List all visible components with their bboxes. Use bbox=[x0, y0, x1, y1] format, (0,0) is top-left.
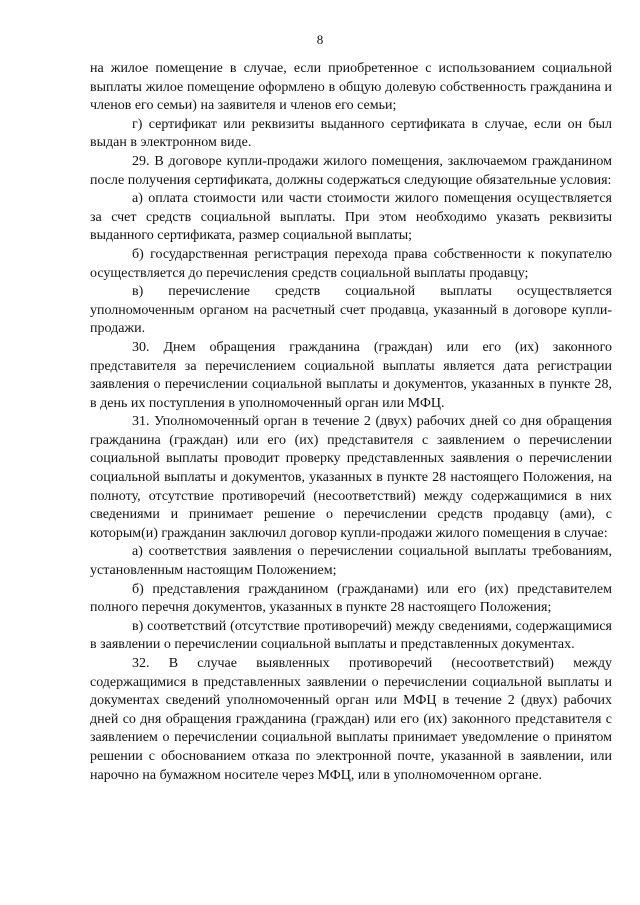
paragraph-item-g: г) сертификат или реквизиты выданного сертификата в случае, если он был выдан в электронном виде. bbox=[90, 116, 612, 151]
paragraph-32: 32. В случае выявленных противоречий (несоответствий) между содержащимися в представленных заявлении о перечислении социальной выплаты и документах сведений уполномоченный орган или МФЦ в течение 2 (двух) рабочих дней со дня обращения гражданина (граждан) или его (их) законного представителя с заявлением о перечислении социальной выплаты принимает уведомление о принятом решении с обоснованием отказа по электронной почте, указанной в заявлении, или нарочно на бумажном носителе через МФЦ, или в уполномоченном органе. bbox=[90, 656, 612, 783]
paragraph-29: 29. В договоре купли-продажи жилого помещения, заключаемом гражданином после получения сертификата, должны содержаться следующие обязательные условия: bbox=[90, 153, 612, 188]
paragraph-30: 30. Днем обращения гражданина (граждан) или его (их) законного представителя за перечислением социальной выплаты является дата регистрации заявления о перечислении социальной выплаты и документов, указанных в пункте 28, в день их поступления в уполномоченный орган или МФЦ. bbox=[90, 339, 612, 411]
paragraph-29-b: б) государственная регистрация перехода права собственности к покупателю осуществляется до перечисления средств социальной выплаты продавцу; bbox=[90, 246, 612, 281]
paragraph-31-v: в) соответствий (отсутствие противоречий) между сведениями, содержащимися в заявлении о перечислении социальной выплаты и представленных документах. bbox=[90, 618, 612, 653]
paragraph-31: 31. Уполномоченный орган в течение 2 (двух) рабочих дней со дня обращения гражданина (граждан) или его (их) представителя с заявлением о перечислении социальной выплаты проводит проверку представленных заявления о перечислении социальной выплаты и документов, указанных в пункте 28 настоящего Положения, на полноту, отсутствие противоречий (несоответствий) между содержащимися в них сведениями и принимает решение о перечислении средств продавцу (ами), с которым(и) гражданин заключил договор купли-продажи жилого помещения в случае: bbox=[90, 414, 612, 541]
paragraph-31-b: б) представления гражданином (гражданами) или его (их) представителем полного перечня документов, указанных в пункте 28 настоящего Положения; bbox=[90, 581, 612, 616]
paragraph-29-v: в) перечисление средств социальной выплаты осуществляется уполномоченным органом на расчетный счет продавца, указанный в договоре купли-продажи. bbox=[90, 284, 612, 337]
document-body bbox=[90, 60, 612, 785]
page-number: 8 bbox=[316, 32, 324, 47]
paragraph-31-a: а) соответствия заявления о перечислении социальной выплаты требованиям, установленным настоящим Положением; bbox=[90, 544, 612, 579]
paragraph-continuation: на жилое помещение в случае, если приобретенное с использованием социальной выплаты жилое помещение оформлено в общую долевую собственность гражданина и членов его семьи) на заявителя и членов его семьи; bbox=[90, 61, 612, 114]
paragraph-29-a: а) оплата стоимости или части стоимости жилого помещения осуществляется за счет средств социальной выплаты. При этом необходимо указать реквизиты выданного сертификата, размер социальной выплаты; bbox=[90, 191, 612, 244]
